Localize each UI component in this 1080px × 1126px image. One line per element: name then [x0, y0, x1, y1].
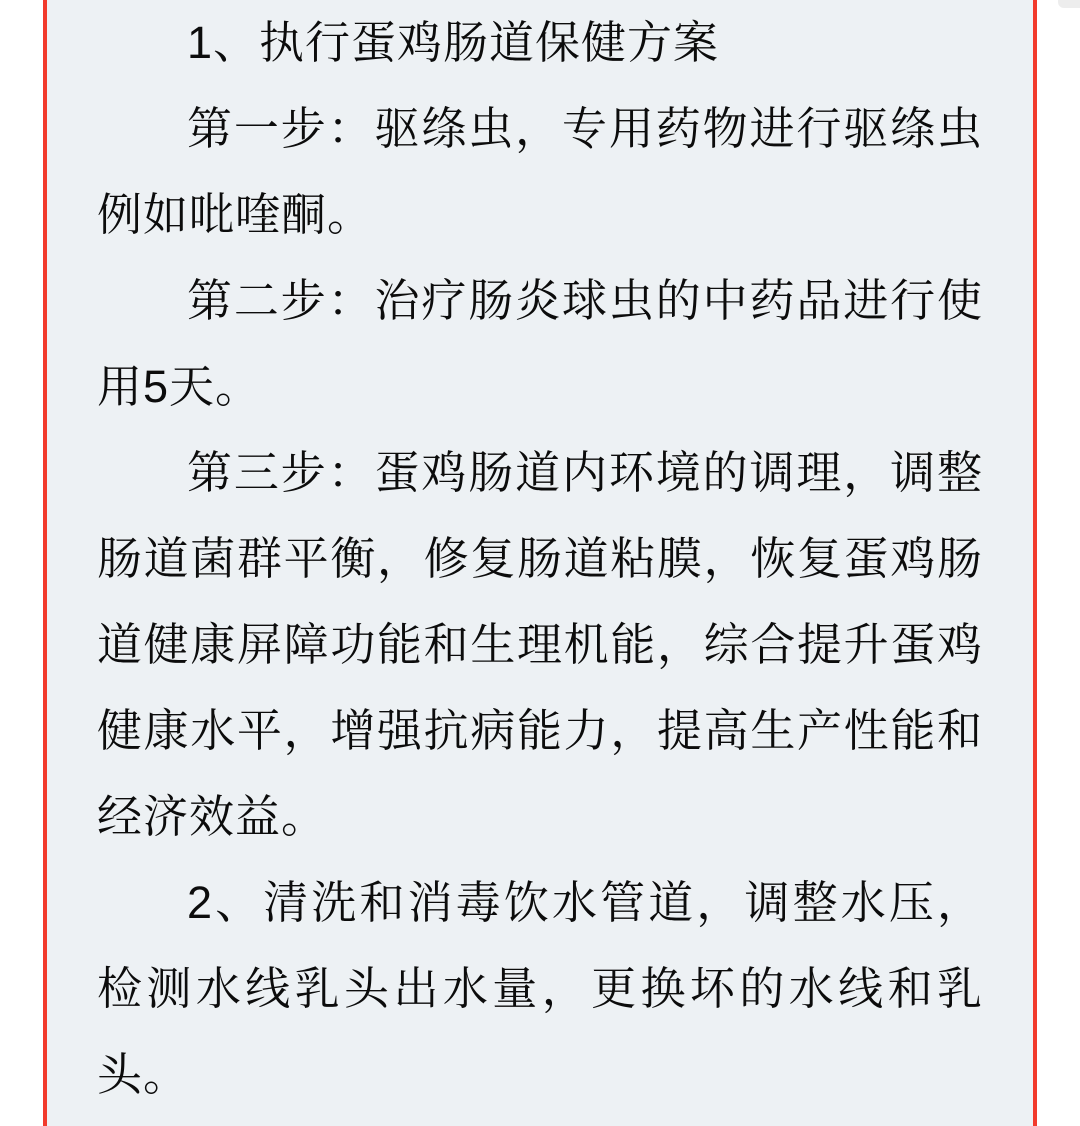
scrollbar-thumb[interactable] — [1058, 0, 1080, 8]
text-line: 第一步：驱绦虫，专用药物进行驱绦虫 — [187, 103, 983, 154]
paragraph — [97, 86, 983, 258]
text-line: 第二步：治疗肠炎球虫的中药品进行使 — [187, 275, 983, 326]
text-line: 道健康屏障功能和生理机能，综合提升蛋鸡 — [97, 619, 983, 670]
paragraph — [97, 860, 983, 1118]
text-line: 第三步：蛋鸡肠道内环境的调理，调整 — [187, 447, 983, 498]
paragraph — [97, 430, 983, 860]
text-line: 例如吡喹酮。 — [97, 189, 374, 240]
text-line: 检测水线乳头出水量，更换坏的水线和乳 — [97, 963, 983, 1014]
paragraph — [97, 258, 983, 430]
text-line: 健康水平，增强抗病能力，提高生产性能和 — [97, 705, 983, 756]
text-line: 用5天。 — [97, 361, 262, 412]
article-body — [97, 0, 983, 1118]
text-line: 1、执行蛋鸡肠道保健方案 — [187, 17, 720, 68]
paragraph — [97, 0, 983, 86]
text-line: 2、清洗和消毒饮水管道，调整水压， — [187, 877, 983, 928]
article-panel — [43, 0, 1037, 1126]
text-line: 肠道菌群平衡，修复肠道粘膜，恢复蛋鸡肠 — [97, 533, 983, 584]
text-line: 头。 — [97, 1049, 190, 1100]
text-line: 经济效益。 — [97, 791, 328, 842]
